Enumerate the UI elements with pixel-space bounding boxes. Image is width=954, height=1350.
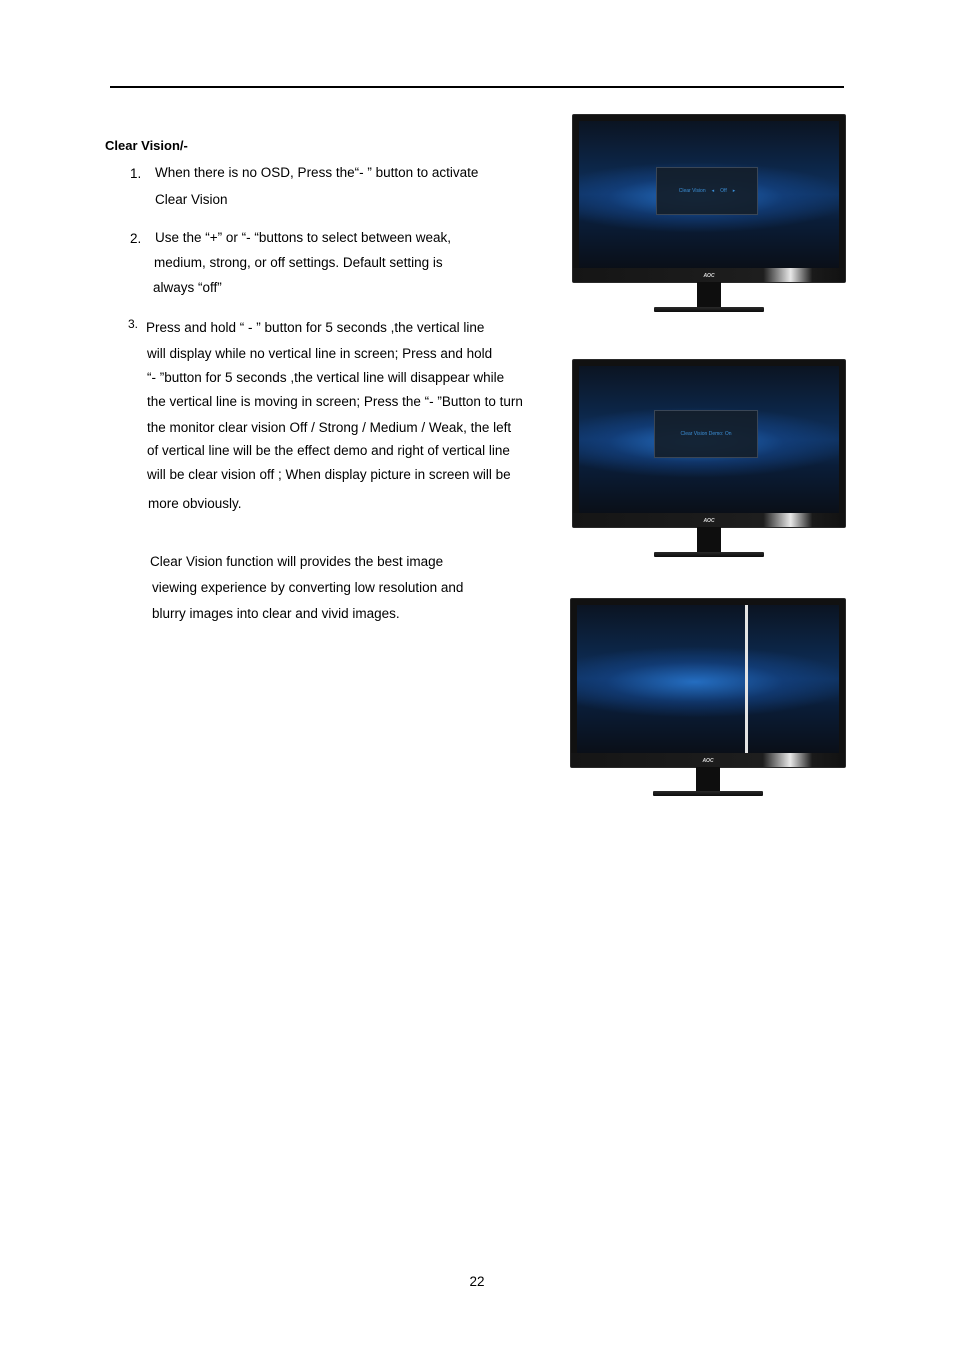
item-3-line-1: Press and hold “ - ” button for 5 seconds ,the vertical line [146, 320, 485, 335]
description-line-3: blurry images into clear and vivid images. [152, 606, 400, 621]
item-3-line-6: of vertical line will be the effect demo and right of vertical line [147, 443, 510, 458]
header-rule [110, 86, 844, 88]
item-3-line-2: will display while no vertical line in screen; Press and hold [147, 346, 493, 361]
description-line-2: viewing experience by converting low resolution and [152, 580, 464, 595]
osd-label: Clear Vision [678, 188, 706, 194]
monitor-foot [653, 791, 763, 796]
demo-vertical-line [745, 605, 748, 753]
brand-logo: AOC [703, 518, 715, 524]
item-3-line-3: “- ”button for 5 seconds ,the vertical line will disappear while [147, 370, 505, 385]
item-2-line-2: medium, strong, or off settings. Default setting is [154, 255, 443, 270]
item-3-line-7: will be clear vision off ; When display picture in screen will be [147, 467, 511, 482]
item-2-line-3: always “off” [153, 280, 222, 295]
page-number: 22 [469, 1274, 485, 1289]
section-title: Clear Vision/- [105, 138, 188, 153]
monitor-image-demo-on [572, 359, 846, 559]
item-2-number: 2. [130, 231, 142, 246]
monitor-foot [654, 552, 764, 557]
item-2-line-1: Use the “+” or “- “buttons to select between weak, [155, 230, 452, 245]
monitor-neck [697, 282, 721, 308]
item-3-line-4: the vertical line is moving in screen; Press the “- ”Button to turn [147, 394, 523, 409]
item-1-number: 1. [130, 166, 142, 181]
brand-logo: AOC [703, 273, 715, 279]
monitor-foot [654, 307, 764, 312]
item-1-line-1: When there is no OSD, Press the“- ” button to activate [155, 165, 479, 180]
osd-label: Clear Vision Demo: On [680, 431, 732, 437]
monitor-neck [697, 527, 721, 553]
item-3-number: 3. [128, 317, 139, 331]
monitor-image-vertical-line [570, 598, 846, 798]
osd-left-arrow: ◂ [711, 188, 715, 194]
item-1-line-2: Clear Vision [155, 192, 228, 207]
monitor-image-osd-off [572, 114, 846, 314]
osd-panel [656, 167, 758, 215]
brand-logo: AOC [702, 758, 714, 764]
description-line-1: Clear Vision function will provides the best image [150, 554, 444, 569]
item-3-line-8: more obviously. [148, 496, 242, 511]
osd-value: Off [720, 188, 727, 194]
osd-panel [654, 410, 758, 458]
osd-right-arrow: ▸ [732, 188, 736, 194]
item-3-line-5: the monitor clear vision Off / Strong / Medium / Weak, the left [147, 420, 512, 435]
monitor-neck [696, 767, 720, 792]
